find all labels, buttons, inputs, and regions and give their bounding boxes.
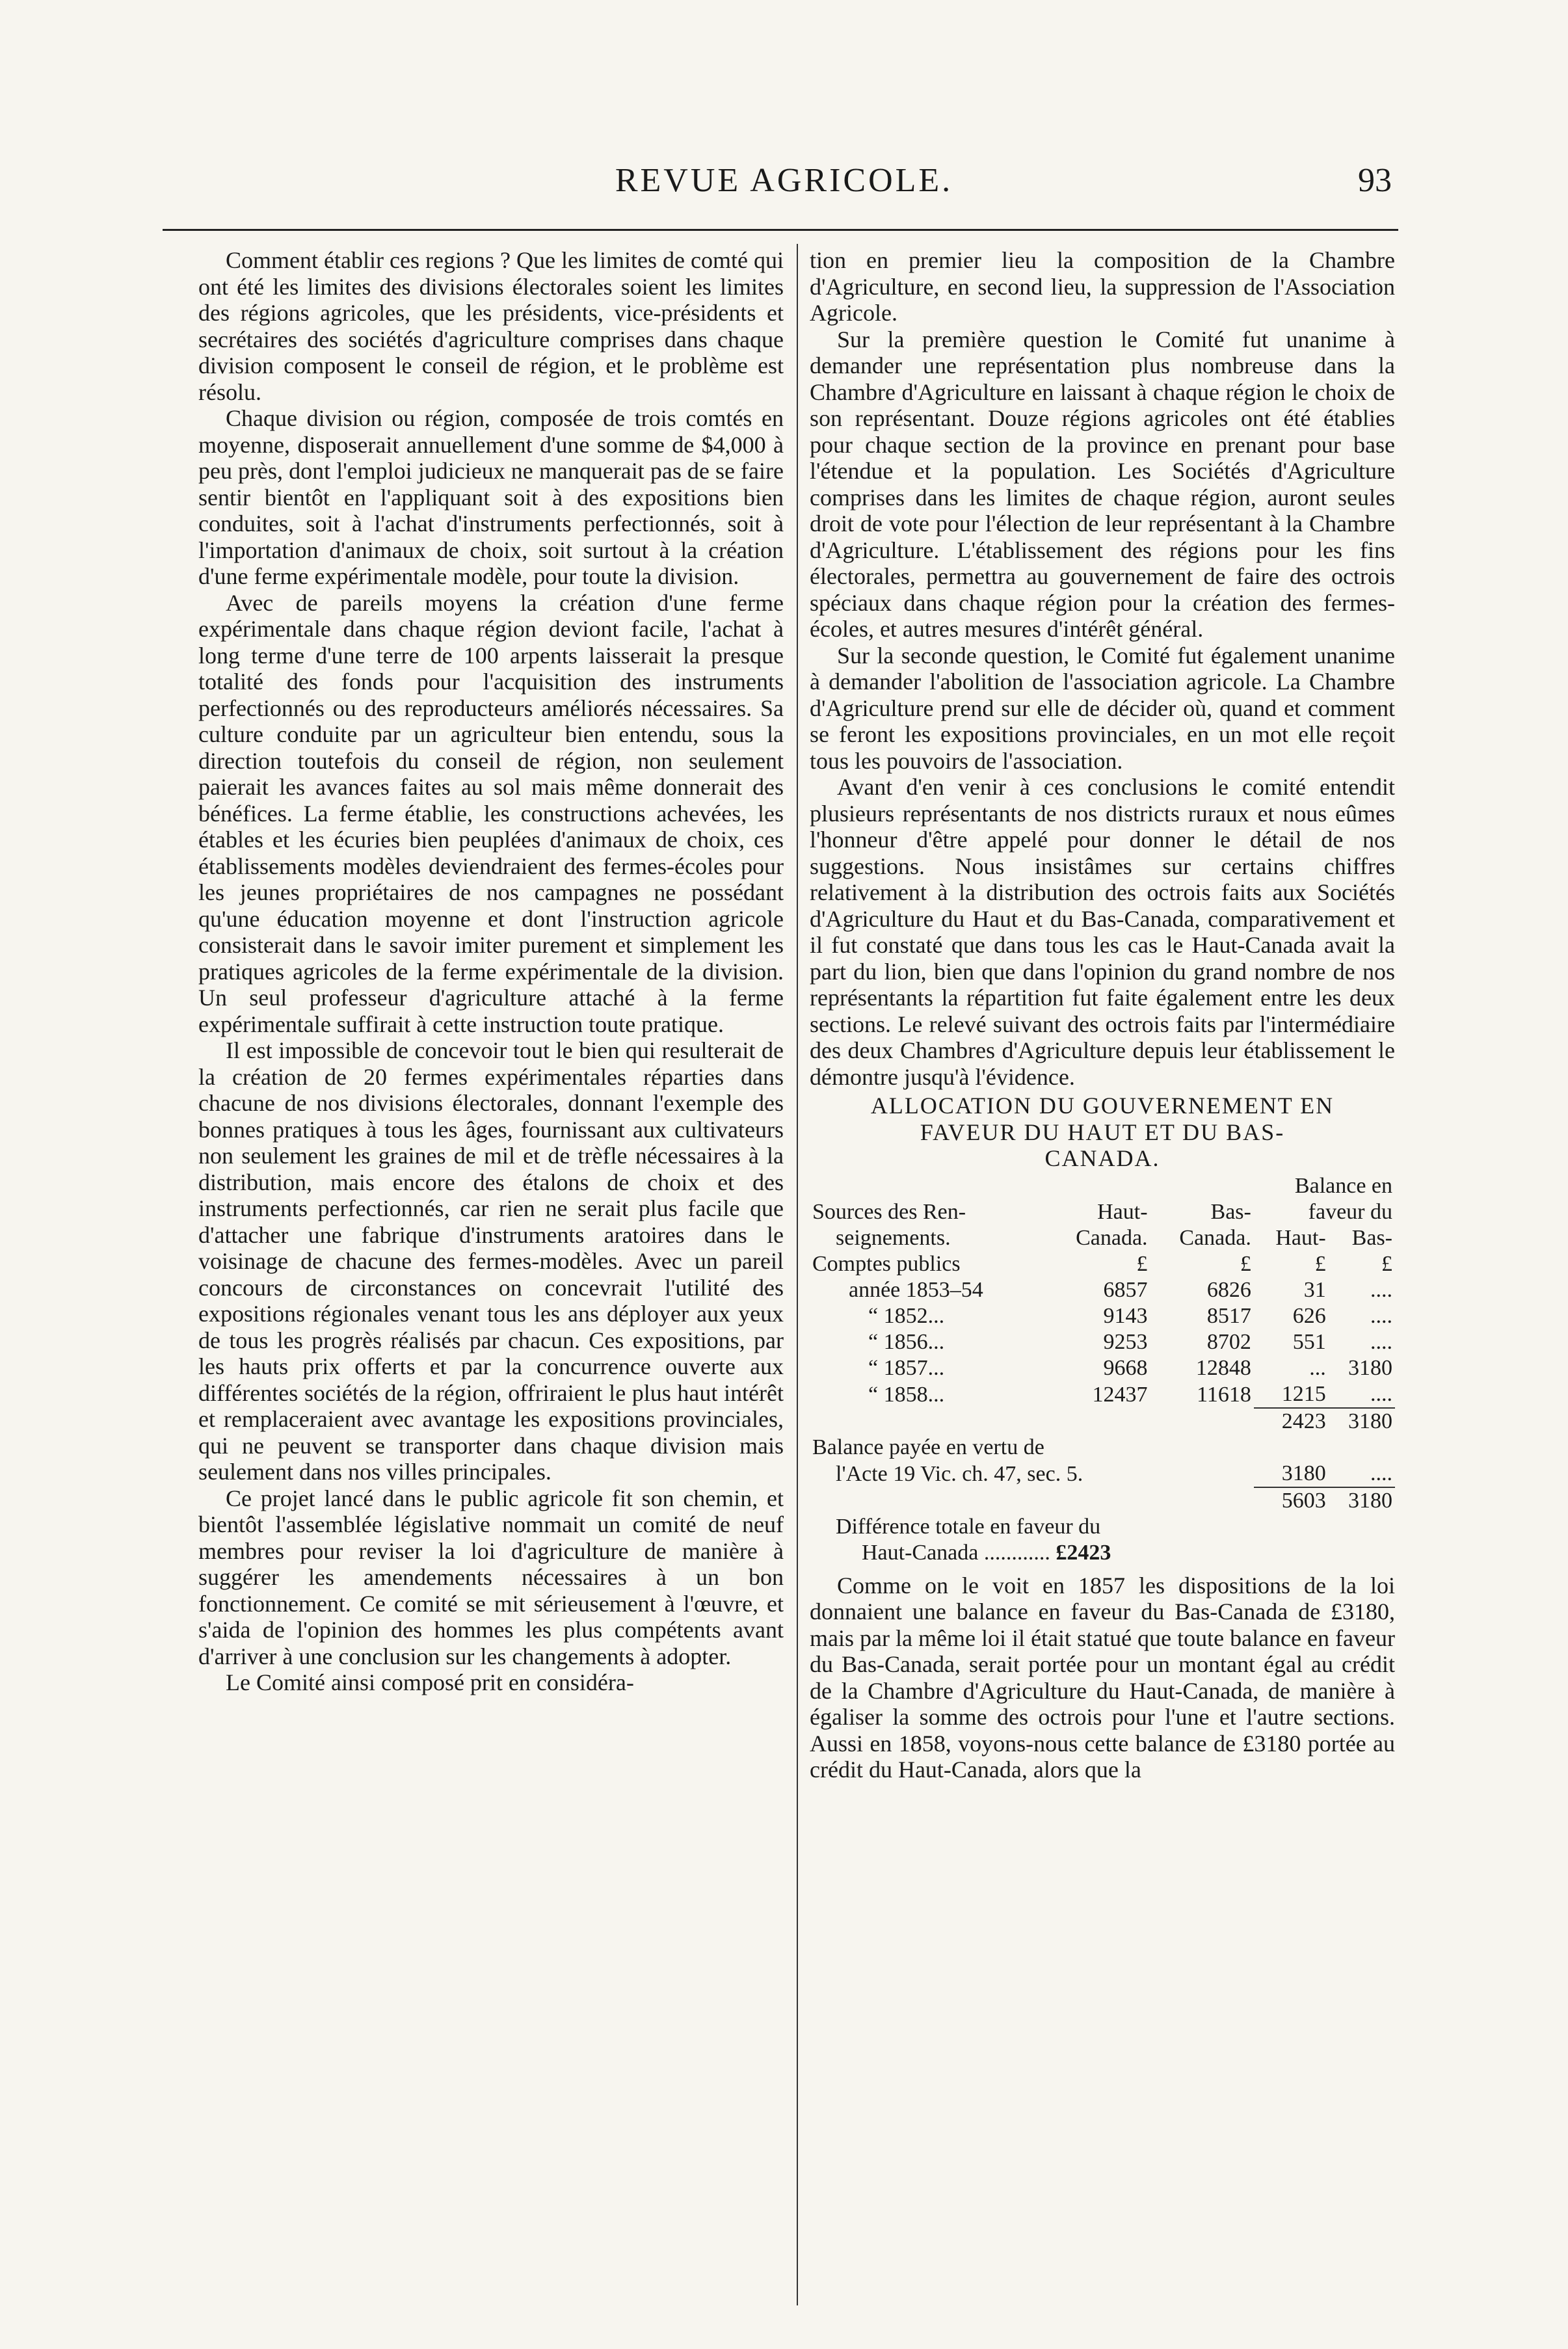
table-header-row: [810, 1173, 1395, 1199]
table-header-row: [810, 1225, 1395, 1251]
paragraph: Sur la première question le Comité fut unanime à demander une représentation plus nombreuse dans la Chambre d'Agriculture en laissant à chaque région le choix de son représentant. Douze régions agricoles ont été établies pour chaque section de la province en prenant pour base l'étendue et la population. Les Sociétés d'Agriculture comprises dans les limites de chaque région, auront seules droit de vote pour l'élection de leur représentant à la Chambre d'Agriculture. L'établissement des régions pour les fins électorales, permettra au gouvernement de faire des octrois spéciaux dans chaque région pour la création des fermes-écoles, et autres mesures d'intérêt général.: [810, 326, 1395, 642]
cell-bas: 8517: [1206, 1303, 1251, 1328]
cell-balance-haut: 551: [1292, 1329, 1326, 1354]
table-row: [810, 1303, 1395, 1329]
paragraph: Ce projet lancé dans le public agricole fit son chemin, et bientôt l'assemblée législative nommait un comité de neuf membres pour reviser la loi d'agriculture de manière à suggérer les amendements nécessaires à un bon fonctionnement. Ce comité se mit sérieusement à l'œuvre, et s'aida de l'opinion des hommes les plus compétents avant d'arriver à une conclusion sur les changements à adopter.: [198, 1485, 784, 1669]
row-label: “ 1852...: [868, 1303, 945, 1328]
cell-balance-bas: ....: [1370, 1303, 1392, 1328]
column-divider: [797, 244, 798, 2305]
cell-balance-haut: ...: [1309, 1355, 1326, 1380]
total-haut: 5603: [1254, 1487, 1329, 1514]
column-header: Bas-: [1351, 1225, 1392, 1250]
column-header: Canada.: [1179, 1225, 1251, 1250]
row-label: “ 1858...: [868, 1382, 945, 1407]
cell-haut: 9143: [1103, 1303, 1148, 1328]
page-header-title: REVUE AGRICOLE.: [615, 162, 953, 199]
table-header-row: [810, 1199, 1395, 1225]
column-header: Sources des Ren-: [812, 1199, 966, 1224]
table-row: [810, 1381, 1395, 1408]
allocation-table-section: [810, 1093, 1395, 1566]
cell-balance-haut: 626: [1292, 1303, 1326, 1328]
column-header: faveur du: [1308, 1199, 1392, 1224]
table-header-row: [810, 1251, 1395, 1277]
table-title-line: ALLOCATION DU GOUVERNEMENT EN: [870, 1093, 1335, 1119]
cell-bas: 11618: [1197, 1382, 1251, 1407]
row-label: “ 1857...: [868, 1355, 945, 1380]
cell-balance-bas: 3180: [1348, 1355, 1392, 1380]
paragraph: Sur la seconde question, le Comité fut également unanime à demander l'abolition de l'association agricole. La Chambre d'Agriculture prend sur elle de décider où, quand et comment se feront les expositions provinciales, en un mot elle reçoit tous les pouvoirs de l'association.: [810, 642, 1395, 774]
balance-note: l'Acte 19 Vic. ch. 47, sec. 5.: [836, 1461, 1083, 1486]
total-row: [810, 1487, 1395, 1514]
subtotal-row: [810, 1408, 1395, 1435]
table-title-line: CANADA.: [1044, 1145, 1160, 1171]
paragraph: Le Comité ainsi composé prit en considéra-: [226, 1669, 634, 1695]
balance-haut: 3180: [1281, 1461, 1326, 1485]
paragraph: Il est impossible de concevoir tout le bien qui resulterait de la création de 20 fermes expérimentales réparties dans chacune de nos divisions électorales, donnant l'exemple des bonnes pratiques à tous les âges, fournissant aux cultivateurs non seulement les graines de mil et de trèfle nécessaires à la distribution, mais encore des étalons de choix et des instruments perfectionnés, car rien ne serait plus facile que d'attacher une fabrique d'instruments aratoires dans le voisinage de chacune des fermes-modèles. Avec un pareil concours de circonstances on concevrait l'utilité des expositions régionales venant tous les ans déployer aux yeux de tous les progrès réalisés par chacun. Ces expositions, par les hauts prix offerts et par la concurrence ouverte aux différentes sociétés de la région, offriraient le plus haut intérêt et remplaceraient avec avantage les expositions provinciales, qui ne peuvent se transporter dans chaque division mais seulement dans nos villes principales.: [198, 1037, 784, 1485]
paragraph: Avant d'en venir à ces conclusions le comité entendit plusieurs représentants de nos districts ruraux et nous eûmes l'honneur d'être appelé pour donner le détail de nos suggestions. Nous insistâmes sur certains chiffres relativement à la distribution des octrois faits aux Sociétés d'Agriculture du Haut et du Bas-Canada, comparativement et il fut constaté que dans tous les cas le Haut-Canada avait la part du lion, bien que dans l'opinion du grand nombre de nos représentants la répartition fut faite également entre les deux sections. Le relevé suivant des octrois faits par l'intermédiaire des deux Chambres d'Agriculture depuis leur établissement le démontre jusqu'à l'évidence.: [810, 774, 1395, 1090]
balance-note-row: [810, 1435, 1395, 1461]
cell-haut: 9668: [1103, 1355, 1148, 1380]
table-title-line: FAVEUR DU HAUT ET DU BAS-: [920, 1119, 1285, 1145]
difference-label: Haut-Canada ............: [862, 1540, 1050, 1565]
left-column: [198, 247, 784, 1696]
column-header: Haut-: [1275, 1225, 1326, 1250]
currency-symbol: £: [1240, 1251, 1251, 1276]
cell-haut: 9253: [1103, 1329, 1148, 1354]
row-label: année 1853–54: [849, 1277, 983, 1302]
column-header: Haut-: [1097, 1199, 1148, 1224]
column-header: Canada.: [1076, 1225, 1148, 1250]
cell-haut: 6857: [1103, 1277, 1148, 1302]
right-column: [810, 247, 1395, 1783]
cell-balance-haut: 31: [1303, 1277, 1326, 1302]
currency-symbol: £: [1136, 1251, 1148, 1276]
table-row: [810, 1277, 1395, 1303]
cell-balance-haut: 1215: [1281, 1381, 1326, 1406]
table-title: [810, 1093, 1395, 1172]
table-row: [810, 1329, 1395, 1355]
paragraph: tion en premier lieu la composition de la Chambre d'Agriculture, en second lieu, la suppression de l'Association Agricole.: [810, 247, 1395, 326]
allocation-table: [810, 1173, 1395, 1514]
cell-bas: 8702: [1206, 1329, 1251, 1354]
page-number: 93: [1358, 162, 1392, 199]
cell-bas: 12848: [1195, 1355, 1251, 1380]
column-header: Balance en: [1294, 1173, 1392, 1198]
row-label: “ 1856...: [868, 1329, 945, 1354]
column-header: seignements.: [836, 1225, 951, 1250]
column-header: Comptes publics: [812, 1251, 961, 1276]
table-row: [810, 1355, 1395, 1381]
cell-balance-bas: ....: [1370, 1381, 1392, 1406]
total-bas: 3180: [1329, 1487, 1395, 1514]
balance-bas: ....: [1370, 1461, 1392, 1485]
paragraph: Comment établir ces regions ? Que les limites de comté qui ont été les limites des divisions électorales soient les limites des régions agricoles, que les présidents, vice-présidents et secrétaires des sociétés d'agriculture comprises dans chaque division composent le conseil de région, et le problème est résolu.: [198, 247, 784, 405]
cell-bas: 6826: [1206, 1277, 1251, 1302]
balance-note-row: [810, 1461, 1395, 1487]
cell-balance-bas: ....: [1370, 1277, 1392, 1302]
column-header: Bas-: [1210, 1199, 1251, 1224]
subtotal-haut: 2423: [1254, 1408, 1329, 1435]
balance-note: Balance payée en vertu de: [812, 1435, 1044, 1459]
paragraph: Chaque division ou région, composée de trois comtés en moyenne, disposerait annuellement d'une somme de $4,000 à peu près, dont l'emploi judicieux ne manquerait pas de se faire sentir bientôt en l'appliquant soit à des expositions bien conduites, soit à l'achat d'instruments perfectionnés, soit à l'importation d'animaux de choix, soit surtout à la création d'une ferme expérimentale modèle, pour toute la division.: [198, 405, 784, 589]
header-rule: [163, 229, 1398, 231]
difference-line: Différence totale en faveur du: [836, 1514, 1101, 1539]
difference-line: [810, 1540, 1395, 1566]
cell-balance-bas: ....: [1370, 1329, 1392, 1354]
currency-symbol: £: [1381, 1251, 1392, 1276]
cell-haut: 12437: [1092, 1382, 1148, 1407]
difference-value: £2423: [1056, 1540, 1111, 1565]
paragraph: Comme on le voit en 1857 les dispositions de la loi donnaient une balance en faveur du Bas-Canada de £3180, mais par la même loi il était statué que toute balance en faveur du Bas-Canada, serait portée pour un montant égal au crédit de la Chambre d'Agriculture du Haut-Canada, de manière à égaliser la somme des octrois pour l'une et l'autre sections. Aussi en 1858, voyons-nous cette balance de £3180 portée au crédit du Haut-Canada, alors que la: [810, 1572, 1395, 1783]
paragraph: Avec de pareils moyens la création d'une ferme expérimentale dans chaque région deviont facile, l'achat à long terme d'une terre de 100 arpents laisserait la presque totalité des fonds pour l'acquisition des instruments perfectionnés ou des reproducteurs améliorés nécessaires. Sa culture conduite par un agriculteur bien entendu, sous la direction toutefois du conseil de région, non seulement paierait les avances faites au sol mais même donnerait des bénéfices. La ferme établie, les constructions achevées, les étables et les écuries bien peuplées d'animaux de choix, ces établissements modèles deviendraient des fermes-écoles pour les jeunes propriétaires de nos campagnes ne possédant qu'une éducation moyenne et dont l'instruction agricole consisterait dans le savoir imiter purement et simplement les pratiques agricoles de la ferme expérimentale de la division. Un seul professeur d'agriculture attaché à la ferme expérimentale suffirait à cette instruction toute pratique.: [198, 589, 784, 1037]
subtotal-bas: 3180: [1329, 1408, 1395, 1435]
currency-symbol: £: [1314, 1251, 1326, 1276]
